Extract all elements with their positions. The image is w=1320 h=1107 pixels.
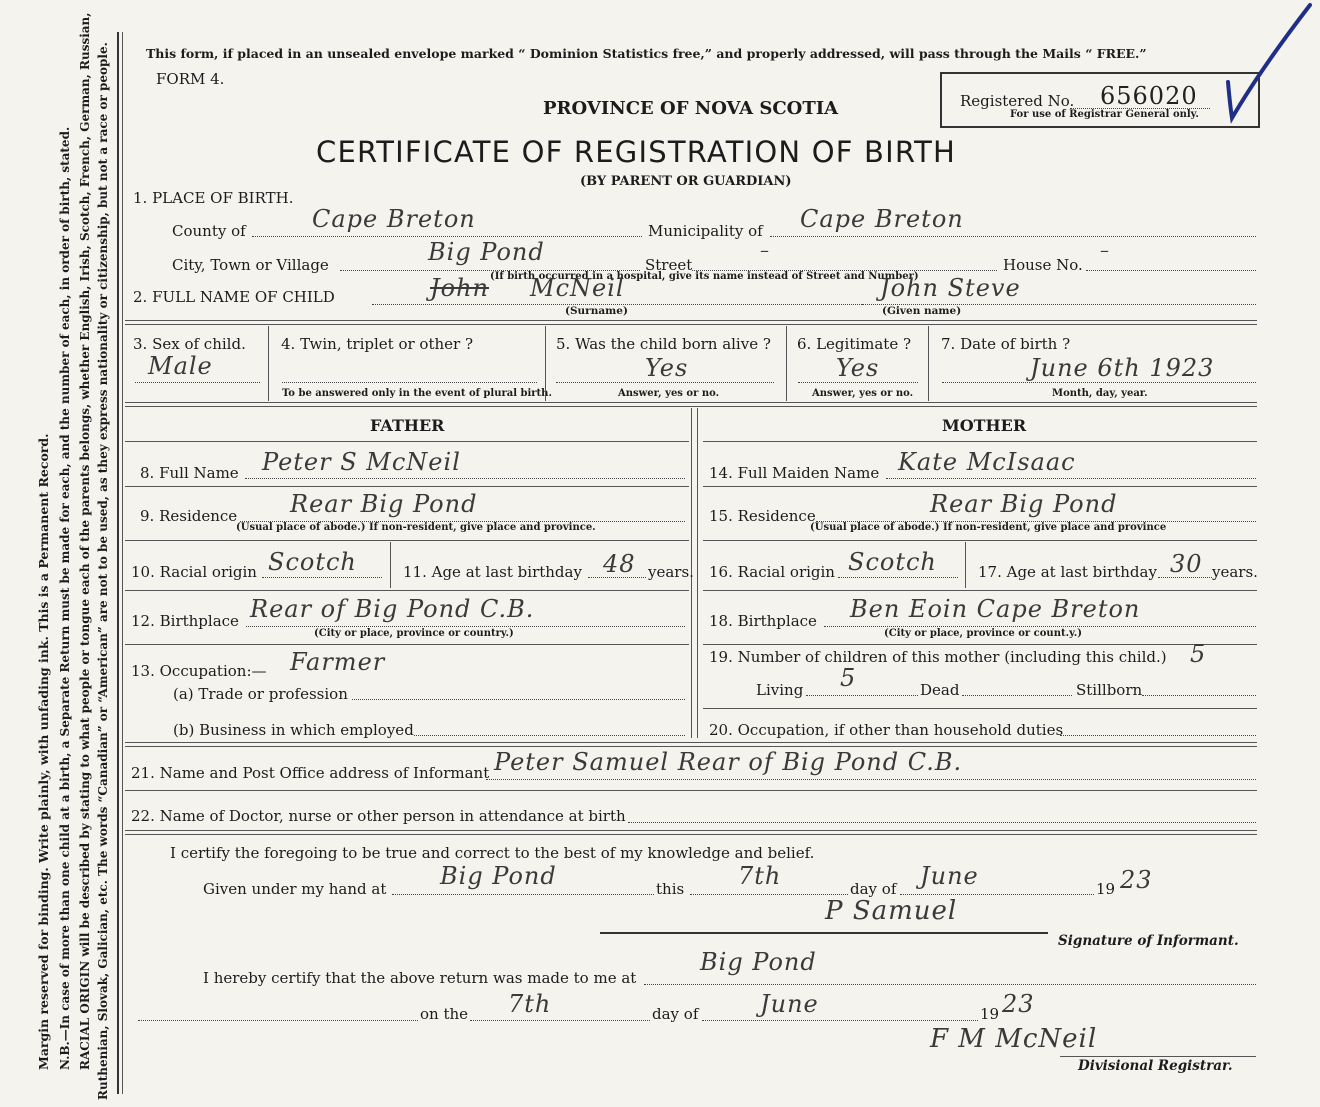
father-age-value: 48 [603,550,636,578]
dead-line [962,695,1072,696]
dob-label: 7. Date of birth ? [941,335,1071,353]
mother-years: years. [1212,563,1258,581]
rule-f2 [125,540,689,541]
registrar-rule [1060,1056,1256,1057]
father-res-note: (Usual place of abode.) If non-resident, give place and province. [236,522,596,533]
father-name-value: Peter S McNeil [262,448,461,476]
surname-struck-value: John [430,274,489,302]
margin-note-nb: N.B.—In case of more than one child at a birth, a Separate Return must be made for each, and the number of each, in order of birth, stated. [58,126,72,1070]
mail-notice-text: This form, if placed in an unsealed envelope marked “ Dominion Statistics free,” and properly addressed, will pass through the Mails [146,46,1081,61]
house-label: House No. [1003,256,1083,274]
hospital-note: (If birth occurred in a hospital, give its name instead of Street and Number) [490,271,919,282]
doctor-line [628,822,1256,823]
legit-label: 6. Legitimate ? [797,335,912,353]
rule-m1 [703,486,1257,487]
house-value: – [1100,240,1110,261]
father-occ-value: Farmer [290,648,386,676]
given-at-value: Big Pond [440,862,557,890]
rule-e [125,742,1257,743]
mother-race-line [838,577,958,578]
rule-c [125,402,1257,403]
certificate-title: CERTIFICATE OF REGISTRATION OF BIRTH [316,135,957,169]
surname-value: McNeil [530,274,625,302]
city-value: Big Pond [428,238,545,266]
surname-caption: (Surname) [565,305,628,317]
municipality-value: Cape Breton [800,205,964,233]
registrar-caption: Divisional Registrar. [1078,1058,1233,1074]
month2-line [702,1020,978,1021]
on-the-label: on the [420,1005,469,1023]
mother-race-label: 16. Racial origin [709,563,835,581]
father-name-line [245,478,685,479]
municipality-line [770,236,1256,237]
municipality-label: Municipality of [648,222,763,240]
year2-value: 23 [1002,990,1035,1018]
rule-b [125,324,1257,325]
alive-line [556,382,774,383]
certificate-subtitle: (BY PARENT OR GUARDIAN) [580,174,792,189]
mother-bp-note: (City or place, province or count.y.) [884,628,1082,639]
rule-h2 [125,834,1257,835]
father-bp-value: Rear of Big Pond C.B. [250,595,535,623]
sex-line [135,382,260,383]
rule-f-head [125,441,689,442]
father-occ-label: 13. Occupation:— [131,662,267,680]
signature-caption: Signature of Informant. [1058,933,1239,949]
city-label: City, Town or Village [172,256,329,274]
month-value: June [920,862,979,890]
rule-e2 [125,746,1257,747]
father-years: years. [648,563,694,581]
father-bp-line [246,626,685,627]
given-value: John Steve [880,274,1021,302]
place-of-birth-label: 1. PLACE OF BIRTH. [133,189,294,207]
business-line [414,735,685,736]
trade-line [352,699,685,700]
dob-value: June 6th 1923 [1030,354,1215,382]
day-of-label: day of [850,880,897,898]
living-line [806,695,918,696]
year-prefix-2: 19 [980,1005,1000,1023]
children-label: 19. Number of children of this mother (including this child.) [709,648,1167,666]
informant-label: 21. Name and Post Office address of Informant [131,764,490,782]
year-prefix: 19 [1096,880,1116,898]
binding-rule [117,32,119,1094]
mail-notice-free: “ FREE.” [1085,46,1147,61]
dead-label: Dead [920,681,960,699]
sex-value: Male [148,352,213,380]
rule-f4 [125,644,689,645]
father-heading: FATHER [370,416,445,435]
rule-m-head [703,441,1257,442]
twin-line [282,382,537,383]
mother-name-value: Kate McIsaac [898,448,1076,476]
living-label: Living [756,681,804,699]
on-day-value: 7th [508,990,552,1018]
rule-m3 [703,590,1257,591]
province-heading: PROVINCE OF NOVA SCOTIA [543,98,839,119]
divider-3-4 [268,326,269,401]
alive-label: 5. Was the child born alive ? [556,335,771,353]
house-line [1086,270,1256,271]
rule-f1 [125,486,689,487]
registered-label: Registered No. [960,92,1075,110]
county-value: Cape Breton [312,205,476,233]
father-race-value: Scotch [268,548,357,576]
center-divider-2 [697,408,698,738]
trade-label: (a) Trade or profession [173,685,348,703]
mother-res-value: Rear Big Pond [930,490,1118,518]
mother-name-line [886,478,1256,479]
sex-label: 3. Sex of child. [133,335,246,353]
rule-d [125,406,1257,407]
on-day-line [470,1020,650,1021]
stillborn-line [1142,695,1256,696]
form-number: FORM 4. [156,70,225,88]
living-value: 5 [840,664,857,692]
rule-g [125,790,1257,791]
legit-value: Yes [836,354,880,382]
signature-rule [600,932,1048,934]
mother-bp-line [824,626,1256,627]
month2-value: June [760,990,819,1018]
hereby-label: I hereby certify that the above return was made to me at [203,969,637,987]
father-bp-label: 12. Birthplace [131,612,239,630]
made-at-line [644,984,1256,985]
this-line [690,894,848,895]
registered-number: 656020 [1100,82,1198,110]
given-at-line [392,894,654,895]
informant-value: Peter Samuel Rear of Big Pond C.B. [494,748,963,776]
binding-rule-2 [122,32,123,1094]
father-res-value: Rear Big Pond [290,490,478,518]
divider-6-7 [928,326,929,401]
mother-bp-value: Ben Eoin Cape Breton [850,595,1141,623]
left-line [138,1020,418,1021]
legit-line [798,382,918,383]
checkmark-icon [1210,0,1320,125]
county-label: County of [172,222,246,240]
month-line [900,894,1094,895]
mail-notice [146,46,1147,61]
margin-note-racial-1: RACIAL ORIGIN will be described by stating to what people or tongue each of the parents belongs, whether English, Irish, Scotch, French, German, Russian, [78,12,92,1070]
full-name-label: 2. FULL NAME OF CHILD [133,288,335,306]
business-label: (b) Business in which employed [173,721,414,739]
rule-m2 [703,540,1257,541]
mother-bp-label: 18. Birthplace [709,612,817,630]
mother-res-label: 15. Residence [709,507,816,525]
stillborn-label: Stillborn [1076,681,1143,699]
margin-note-racial-2: Ruthenian, Slovak, Galician, etc. The words “Canadian” or “American” are not to be used, as they express nationality or citizenship, but not a race or people. [96,42,110,1100]
mother-occ-line [1060,735,1256,736]
certify-text: I certify the foregoing to be true and correct to the best of my knowledge and belief. [170,844,815,862]
made-at-value: Big Pond [700,948,817,976]
given-caption: (Given name) [882,305,962,317]
registrar-signature: F M McNeil [930,1024,1098,1054]
father-race-label: 10. Racial origin [131,563,257,581]
legit-note: Answer, yes or no. [812,388,914,399]
day-of-label-2: day of [652,1005,699,1023]
county-line [252,236,642,237]
given-at-label: Given under my hand at [203,880,387,898]
informant-signature: P Samuel [825,896,958,926]
rule-m5 [703,708,1257,709]
father-age-label: 11. Age at last birthday [403,563,582,581]
father-name-label: 8. Full Name [140,464,239,482]
day-value: 7th [738,862,782,890]
dob-line [942,382,1256,383]
rule-a [125,320,1257,321]
divider-10-11 [390,542,391,588]
street-value: – [760,240,770,261]
divider-5-6 [786,326,787,401]
this-label: this [656,880,685,898]
mother-age-value: 30 [1170,550,1203,578]
alive-value: Yes [645,354,689,382]
mother-name-label: 14. Full Maiden Name [709,464,880,482]
father-race-line [262,577,382,578]
dob-note: Month, day, year. [1052,388,1148,399]
rule-h [125,830,1257,831]
children-value: 5 [1190,640,1207,668]
street-label: Street [645,256,693,274]
divider-16-17 [965,542,966,588]
margin-note-binding: Margin reserved for binding. Write plainly, with unfading ink. This is a Permanent Record. [36,433,51,1070]
registered-note: For use of Registrar General only. [1010,109,1199,120]
rule-f3 [125,590,689,591]
rule-m4 [703,644,1257,645]
divider-4-5 [545,326,546,401]
twin-label: 4. Twin, triplet or other ? [281,335,473,353]
informant-line [486,779,1256,780]
mother-res-note: (Usual place of abode.) If non-resident, give place and province [810,522,1167,533]
mother-age-label: 17. Age at last birthday [978,563,1157,581]
year-value: 23 [1120,866,1153,894]
mother-race-value: Scotch [848,548,937,576]
twin-note: To be answered only in the event of plural birth. [282,388,552,399]
mother-occ-label: 20. Occupation, if other than household duties [709,721,1064,739]
mother-heading: MOTHER [942,416,1027,435]
father-res-label: 9. Residence [140,507,238,525]
alive-note: Answer, yes or no. [618,388,720,399]
father-bp-note: (City or place, province or country.) [314,628,514,639]
doctor-label: 22. Name of Doctor, nurse or other person in attendance at birth [131,807,626,825]
